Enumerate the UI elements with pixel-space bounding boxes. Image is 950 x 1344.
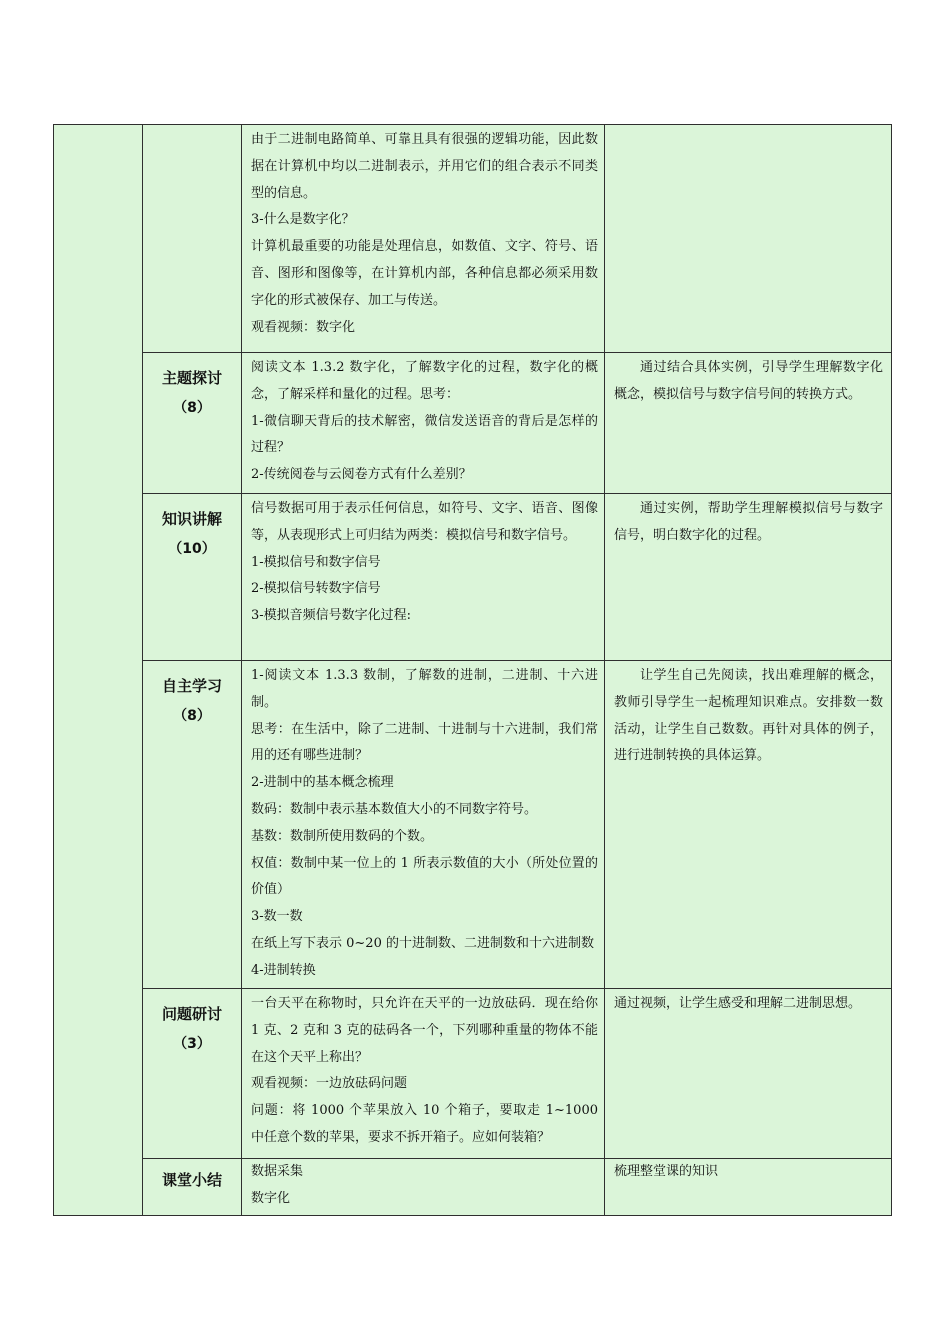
content-line: 2-进制中的基本概念梳理 xyxy=(251,775,394,791)
note-cell xyxy=(605,353,892,494)
content-line: 权值：数制中某一位上的 1 所表示数值的大小（所处位置的价值） xyxy=(251,855,598,898)
content-cell xyxy=(242,353,605,494)
table-row xyxy=(54,1159,892,1216)
content-cell xyxy=(242,125,605,353)
content-line: 基数：数制所使用数码的个数。 xyxy=(251,828,434,844)
content-line: 2-传统阅卷与云阅卷方式有什么差别？ xyxy=(251,467,472,483)
stage-title: 问题研讨 xyxy=(161,1005,222,1023)
note-cell xyxy=(605,989,892,1159)
stage-cell xyxy=(143,661,242,989)
stage-cell xyxy=(143,989,242,1159)
content-line: 观看视频：数字化 xyxy=(251,319,356,335)
note-text: 通过结合具体实例，引导学生理解数字化概念，模拟信号与数字信号间的转换方式。 xyxy=(614,360,883,402)
content-line: 由于二进制电路简单、可靠且具有很强的逻辑功能，因此数据在计算机中均以二进制表示，并用它们的组合表示不同类型的信息。 xyxy=(251,132,598,201)
stage-duration: （3） xyxy=(173,1036,211,1052)
content-line: 2-模拟信号转数字信号 xyxy=(251,581,381,597)
stage-cell xyxy=(143,353,242,494)
content-line: 数据采集 xyxy=(251,1164,304,1179)
content-line: 观看视频：一边放砝码问题 xyxy=(251,1076,408,1092)
note-cell xyxy=(605,1159,892,1216)
note-text: 通过实例，帮助学生理解模拟信号与数字信号，明白数字化的过程。 xyxy=(614,501,883,543)
lesson-plan-table xyxy=(53,124,892,1216)
table-row xyxy=(54,989,892,1159)
content-line: 数字化 xyxy=(251,1190,291,1206)
stage-cell xyxy=(143,125,242,353)
table-row xyxy=(54,661,892,989)
stage-duration: （8） xyxy=(173,400,211,416)
note-text: 让学生自己先阅读，找出难理解的概念，教师引导学生一起梳理知识难点。安排数一数活动，让学生自己数数。再针对具体的例子，进行进制转换的具体运算。 xyxy=(614,668,883,764)
note-cell xyxy=(605,494,892,661)
stage-title: 课堂小结 xyxy=(161,1171,222,1189)
content-cell xyxy=(242,1159,605,1216)
content-line: 思考：在生活中，除了二进制、十进制与十六进制，我们常用的还有哪些进制？ xyxy=(251,721,598,764)
content-cell xyxy=(242,661,605,989)
stage-title: 知识讲解 xyxy=(161,510,222,528)
stage-cell xyxy=(143,1159,242,1216)
table-row xyxy=(54,125,892,353)
content-line: 4-进制转换 xyxy=(251,962,316,978)
note-text: 通过视频，让学生感受和理解二进制思想。 xyxy=(614,996,862,1011)
content-line: 3-模拟音频信号数字化过程: xyxy=(251,608,412,624)
content-line: 1-模拟信号和数字信号 xyxy=(251,554,381,570)
note-cell xyxy=(605,661,892,989)
content-line: 3-数一数 xyxy=(251,909,303,925)
content-line: 阅读文本 1.3.2 数字化，了解数字化的过程，数字化的概念，了解采样和量化的过程。思考： xyxy=(251,360,598,402)
content-cell xyxy=(242,989,605,1159)
stage-title: 自主学习 xyxy=(161,677,222,695)
content-line: 问题：将 1000 个苹果放入 10 个箱子，要取走 1~1000 中任意个数的苹果，要求不拆开箱子。应如何装箱？ xyxy=(251,1103,598,1145)
stage-duration: （10） xyxy=(168,541,216,557)
content-line: 一台天平在称物时，只允许在天平的一边放砝码．现在给你 1 克、2 克和 3 克的砝码各一个，下列哪种重量的物体不能在这个天平上称出？ xyxy=(251,996,598,1065)
stage-title: 主题探讨 xyxy=(161,369,222,387)
table-row xyxy=(54,353,892,494)
content-cell xyxy=(242,494,605,661)
note-cell xyxy=(605,125,892,353)
content-line: 在纸上写下表示 0~20 的十进制数、二进制数和十六进制数 xyxy=(251,935,594,951)
content-line: 1-微信聊天背后的技术解密，微信发送语音的背后是怎样的过程？ xyxy=(251,413,598,456)
content-line: 信号数据可用于表示任何信息，如符号、文字、语音、图像等，从表现形式上可归结为两类：模拟信号和数字信号。 xyxy=(251,501,598,543)
content-line: 数码：数制中表示基本数值大小的不同数字符号。 xyxy=(251,801,538,817)
phase-cell xyxy=(54,125,143,1216)
content-line: 1-阅读文本 1.3.3 数制，了解数的进制，二进制、十六进制。 xyxy=(251,668,598,710)
stage-cell xyxy=(143,494,242,661)
stage-duration: （8） xyxy=(173,708,211,724)
content-line: 计算机最重要的功能是处理信息，如数值、文字、符号、语音、图形和图像等，在计算机内部，各种信息都必须采用数字化的形式被保存、加工与传送。 xyxy=(251,239,598,308)
content-line: 3-什么是数字化？ xyxy=(251,212,355,228)
table-row xyxy=(54,494,892,661)
note-text: 梳理整堂课的知识 xyxy=(614,1164,719,1179)
